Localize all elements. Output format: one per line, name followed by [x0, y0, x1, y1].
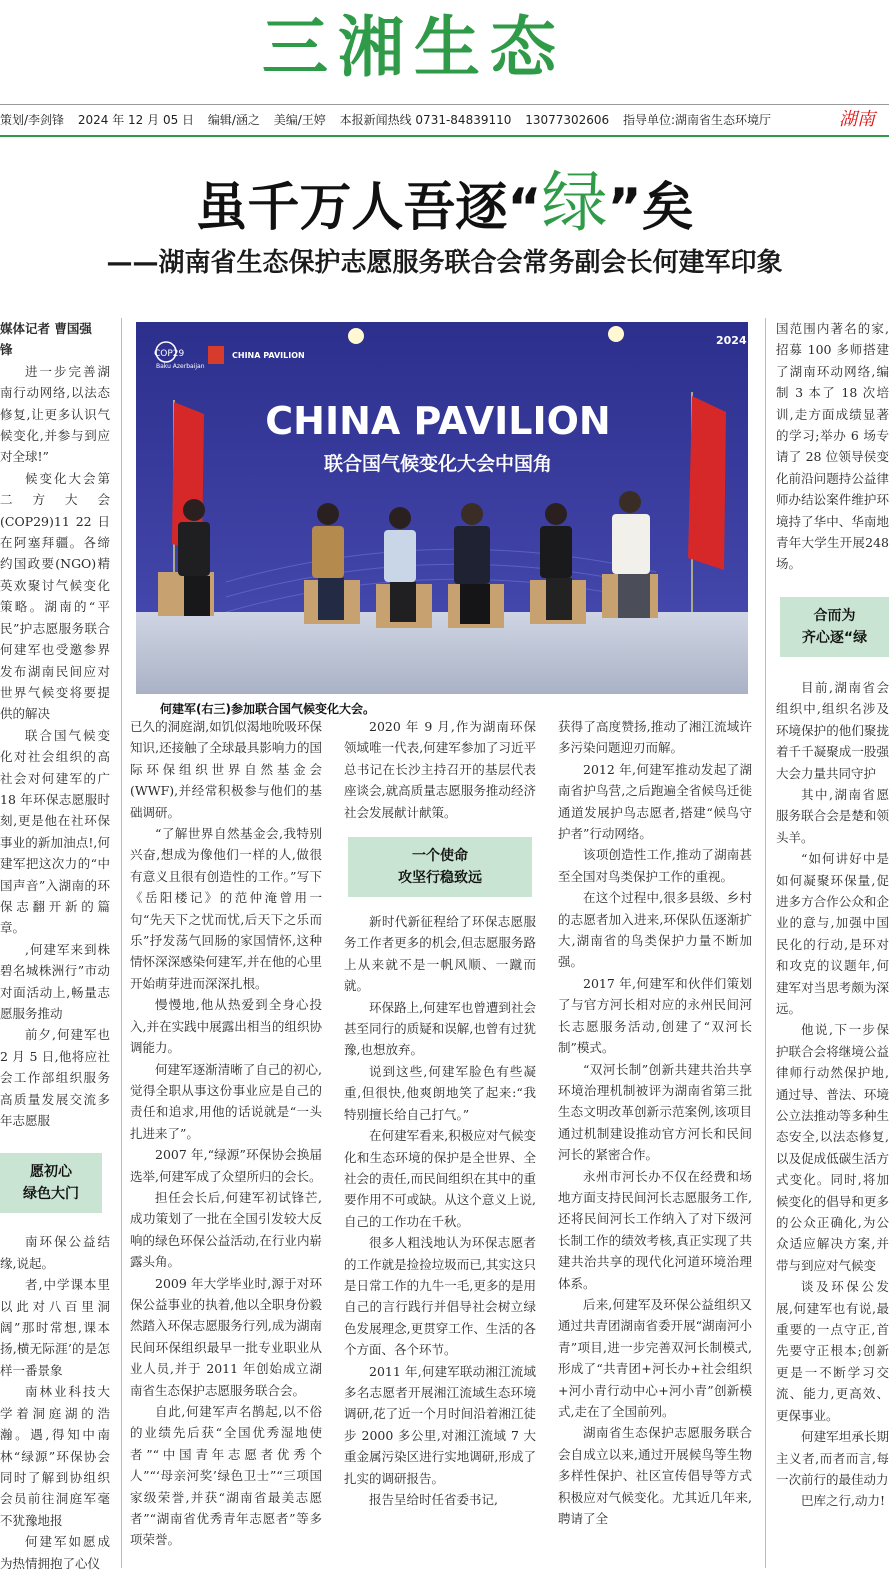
- photo-caption: 何建军(右三)参加联合国气候变化大会。: [160, 702, 375, 716]
- year-label: 2024: [716, 334, 747, 347]
- paragraph: 进一步完善湖南行动网络,以法态修复,让更多认识气候变化,并参与到应对全球!”: [0, 363, 110, 465]
- paragraph: 在何建军看来,积极应对气候变化和生态环境的保护是全世界、全社会的责任,而民间组织在其中的重要作用不可或缺。从这个意义上说,自己的工作功在千秋。: [344, 1128, 536, 1229]
- paragraph: 新时代新征程给了环保志愿服务工作者更多的机会,但志愿服务路上从来就不是一帆风顺、一蹴而就。: [344, 914, 536, 994]
- logo2: CHINA PAVILION: [232, 351, 305, 360]
- info-hotline: 本报新闻热线 0731-84839110: [339, 113, 512, 127]
- paragraph: 自此,何建军声名鹊起,以不俗的业绩先后获“全国优秀湿地使者”“中国青年志愿者优秀个人”“‘母亲河奖’绿色卫士”“三项国家级荣誉,并获“湖南省最美志愿者”“湖南省优秀青年志愿者”等多项荣誉。: [130, 1404, 322, 1548]
- china-pavilion-logo-icon: [208, 346, 224, 364]
- paragraph: 后来,何建军及环保公益组织又通过共青团湖南省委开展“湖南河小青”项目,进一步完善双河长制模式,形成了“共青团+河长办+社会组织+河小青行动中心+河小青”创新模式,走在了全国前列。: [558, 1296, 752, 1419]
- newspaper-title: 三湘生态: [262, 9, 566, 86]
- paragraph: 2009 年大学毕业时,源于对环保公益事业的执着,他以全职身份毅然踏入环保志愿服务行列,成为湖南民间环保组织最早一批专业职业从业人员,并于 2011 年创始成立湖南省生态保护志愿服务联合会。: [130, 1275, 322, 1398]
- paragraph: 在这个过程中,很多县级、乡村的志愿者加入进来,环保队伍逐渐扩大,湖南省的鸟类保护力量不断加强。: [558, 890, 752, 970]
- paragraph: 巴库之行,动力!: [801, 1493, 885, 1509]
- paragraph: 南林业科技大学着洞庭湖的浩瀚。遇,得知中南林“绿源”环保协会 同时了解到协组织会员前往洞庭军毫不犹豫地报: [0, 1384, 110, 1528]
- paragraph: 很多人粗浅地认为环保志愿者的工作就是捡捡垃圾而已,其实这只是日常工作的九牛一毛,更多的是用自己的言行践行并倡导社会树立绿色发展理念,更贯穿工作、生活的各个方面、各个环节。: [344, 1235, 536, 1358]
- paragraph: 永州市河长办不仅在经费和场地方面支持民间河长志愿服务工作,还将民间河长工作纳入了对下级河长制工作的绩效考核,真正实现了共建共治共享的现代化河道环境治理体系。: [558, 1168, 752, 1291]
- masthead: [0, 0, 889, 100]
- event-photo: [136, 322, 748, 694]
- subheadline: ——湖南省生态保护志愿服务联合会常务副会长何建军印象: [106, 248, 783, 278]
- paragraph: 环保路上,何建军也曾遭到社会甚至同行的质疑和误解,也曾有过犹豫,也想放弃。: [344, 999, 536, 1058]
- paragraph: 湖南省生态保护志愿服务联合会自成立以来,通过开展候鸟等生物多样性保护、社区宣传倡导等方式积极应对气候变化。尤其近几年来,聘请了全: [558, 1425, 752, 1527]
- section-box-1-line1: 愿初心: [30, 1164, 72, 1181]
- section-box-1-line2: 绿色大门: [23, 1186, 79, 1203]
- column-2: [344, 716, 536, 1566]
- headline: [0, 160, 889, 251]
- paragraph: 2020 年 9 月,作为湖南环保领域唯一代表,何建军参加了习近平总书记在长沙主持召开的基层代表座谈会,就高质量志愿服务推动经济社会发展献计献策。: [344, 719, 536, 820]
- brand-logo: 湖南: [839, 109, 875, 130]
- section-box-2: [348, 837, 532, 897]
- paragraph: 目前,湖南省会组织中,组织名涉及环境保护的他们聚拢着千千凝聚成一股强大会力量共同守护: [776, 679, 889, 781]
- paragraph: 该项创造性工作,推动了湖南甚至全国对鸟类保护工作的重视。: [558, 847, 752, 884]
- info-editor: 编辑/涵之: [207, 113, 260, 127]
- byline: 媒体记者 曹国强: [0, 321, 92, 336]
- paragraph: 他说,下一步保护联合会将继境公益律师行动然保护地,通过导、普法、环境公立法推动等多种生态安全,以法态修复,以及促成低碳生活方式变化。同时,将加候变化的倡导和更多的公众正确化,为公众适应解决方案,并带与到应对气候变: [776, 1022, 889, 1273]
- paragraph: 国范围内著名的家,招募 100 多师搭建了湖南环动网络,编制 3 本了 18 次培训,走方面成绩显著的学习;举办 6 场专请了 28 位领导侯变化前沿问题持公益律师办结讼案件维护环境持了华中、华南地青年大学生开展248 场。: [776, 321, 889, 572]
- paragraph: “了解世界自然基金会,我特别兴奋,想成为像他们一样的人,做很有意义且很有创造性的工作。”写下《岳阳楼记》的范仲淹曾用一句“先天下之忧而忧,后天下之乐而乐”抒发荡气回肠的家国情怀,这种情怀深深感染何建军,并在他的心里开始萌芽进而深深扎根。: [130, 826, 322, 991]
- section-box-2-line1: 一个使命: [412, 848, 468, 865]
- paragraph: 担任会长后,何建军初试锋芒,成功策划了一批在全国引发较大反响的绿色环保公益活动,在行业内崭露头角。: [130, 1189, 322, 1270]
- paragraph: “双河长制”创新共建共治共享环境治理机制被评为湖南省第三批生态文明改革创新示范案例,该项目通过机制建设推动官方河长和民间河长的紧密合作。: [558, 1061, 752, 1163]
- paragraph: 2007 年,“绿源”环保协会换届选举,何建军成了众望所归的会长。: [130, 1147, 322, 1184]
- paragraph: “如何讲好中是如何凝聚环保量,促进多方合作公众和企业的意与,加强中国民化的行动,是环对和攻克的议题年,何建军对当思考颇为深远。: [776, 851, 889, 1016]
- info-bar: [0, 104, 889, 137]
- paragraph: 2011 年,何建军联动湘江流域多名志愿者开展湘江流域生态环境调研,花了近一个月时间沿着湘江徒步 2000 多公里,对湘江流域 7 大重金属污染区进行实地调研,形成了扎实的调研报告。: [344, 1363, 536, 1486]
- paragraph: 其中,湖南省愿服务联合会是楚和领头羊。: [776, 786, 889, 845]
- banner-cn: 联合国气候变化大会中国角: [323, 453, 553, 475]
- paragraph: 说到这些,何建军脸色有些凝重,但很快,他爽朗地笑了起来:“我特别擅长给自己打气。”: [344, 1063, 536, 1122]
- paragraph: 何建军逐渐清晰了自己的初心,觉得全职从事这份事业应是自己的责任和追求,用他的话说就是“一头扎进来了”。: [130, 1061, 322, 1141]
- logo1-sub: Baku Azerbaijan: [156, 363, 205, 370]
- paragraph: 报告呈给时任省委书记,: [369, 1492, 498, 1507]
- flag-right-icon: [688, 396, 726, 570]
- column-3: [558, 716, 752, 1566]
- section-box-3-line1: 合而为: [813, 607, 856, 624]
- column-1: [130, 716, 322, 1566]
- paragraph: 候变化大会第二方大会(COP29)11 22 日在阿塞拜疆。各缔约国政要(NGO)精英欢聚讨气候变化策略。湖南的“平民”护志愿服务联合何建军也受邀参界发布湖南民间应对世界气候变将要提供的解决: [0, 470, 110, 722]
- paragraph: 者,中学课本里以此对八百里洞阔”那时常想,课本扬,横无际涯’的是怎样一番景象: [0, 1277, 110, 1378]
- paragraph: 2017 年,何建军和伙伴们策划了与官方河长相对应的永州民间河长志愿服务活动,创建了“双河长制”模式。: [558, 975, 752, 1056]
- logo1: COP29: [154, 349, 185, 359]
- headline-pre: 虽千万人吾逐“: [195, 178, 542, 238]
- paragraph: 何建军坦承长期主义者,而者而言,每一次前行的最佳动力: [776, 1429, 889, 1487]
- section-box-1: [0, 1153, 102, 1213]
- paragraph: 联合国气候变化对社会组织的高社会对何建军的广18 年环保志愿服时刻,更是他在社环保事业的新加油点!,何建军把这次力的“中国声音”入湖南的环保志翻开新的篇章。: [0, 727, 110, 936]
- paragraph: 2012 年,何建军推动发起了湖南省护鸟营,之后跑遍全省候鸟迁徙通道发展护鸟志愿者,搭建“候鸟守护者”行动网络。: [558, 761, 752, 842]
- info-designer: 美编/王婷: [273, 113, 326, 127]
- headline-post: ”矣: [607, 178, 694, 238]
- info-planner: 策划/李剑锋: [0, 113, 65, 127]
- column-0: [0, 318, 110, 1571]
- section-box-3: [780, 597, 889, 657]
- info-guidance: 指导单位:湖南省生态环境厅: [623, 113, 772, 127]
- banner-en: CHINA PAVILION: [265, 399, 611, 443]
- paragraph: ,何建军来到株碧名城株洲行”市动对面活动上,畅量志愿服务推动: [0, 941, 110, 1021]
- paragraph: 慢慢地,他从热爱到全身心投入,并在实践中展露出相当的组织协调能力。: [130, 997, 322, 1056]
- info-phone: 13077302606: [525, 113, 610, 127]
- headline-green-char: 绿: [541, 164, 608, 241]
- paragraph: 前夕,何建军也2 月 5 日,他将应社会工作部组织服务高质量发展交流多年志愿服: [0, 1027, 110, 1129]
- paragraph: 谈及环保公发展,何建军也有说,最重要的一点守正,首先要守正根本;创新更是一不断学习交流、能力,更高效、更保事业。: [776, 1279, 889, 1423]
- photo-illustration: [136, 322, 748, 694]
- paragraph: 南环保公益结缘,说起。: [0, 1234, 110, 1271]
- info-date: 2024 年 12 月 05 日: [77, 113, 195, 127]
- paragraph: 何建军如愿成为热情拥抱了心仪: [0, 1534, 110, 1571]
- column-4: [776, 318, 889, 1558]
- byline-2: 锋: [0, 342, 13, 358]
- section-box-3-line2: 齐心逐“绿: [801, 629, 868, 646]
- section-box-2-line2: 攻坚行稳致远: [398, 870, 482, 887]
- paragraph: 已久的洞庭湖,如饥似渴地吮吸环保知识,还接触了全球最具影响力的国际环保组织世界自然基金会(WWF),并经常积极参与他们的基础调研。: [130, 719, 322, 820]
- paragraph: 获得了高度赞扬,推动了湘江流域许多污染问题迎刃而解。: [558, 719, 752, 756]
